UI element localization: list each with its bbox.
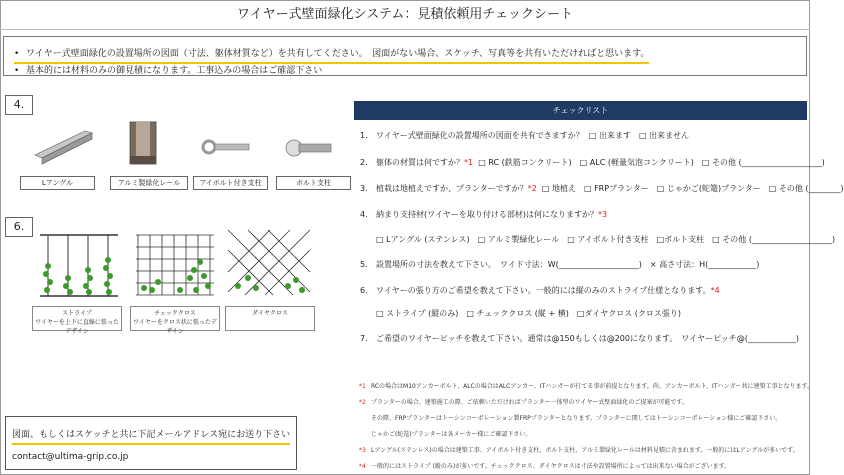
trellis-label-stripe: ストライプ ワイヤーを上下に直線に張ったデザイン — [32, 306, 122, 331]
section-6-number: 6. — [5, 217, 33, 237]
question-1-options[interactable]: □ 出来ます □ 出来ません — [588, 131, 690, 140]
question-1: 1. ワイヤー式壁面緑化の設置場所の図面を共有できますか？ □ 出来ます □ 出来ません — [360, 131, 690, 140]
question-3: 3. 植栽は地植えですか、プランターですか？*2 □ 地植え □ FRPプランター □ じゃかご(蛇篭)プランター □ その他 (________) — [360, 184, 844, 193]
note-1 — [14, 41, 796, 64]
question-4-options[interactable]: □ Lアングル (ステンレス) □ アルミ製緑化レール □ アイボルト付き支柱 □ボルト支柱 □ その他 (____________________) — [376, 235, 836, 244]
question-7-pitch-field[interactable]: ご希望のワイヤーピッチを教えて下さい。通常は@150もしくは@200になります。 ワイヤーピッチ@(____________) — [376, 334, 800, 343]
question-5-dimension-fields[interactable]: 設置場所の寸法を教えて下さい。 ワイド寸法：W(____________________) × 高さ寸法：H(____________) — [376, 260, 760, 269]
question-2: 2. 躯体の材質は何ですか？*1 □ RC (鉄筋コンクリート) □ ALC (軽量気泡コンクリート) □ その他 (____________________) — [360, 158, 825, 167]
contact-email[interactable]: contact@ultima-grip.co.jp — [12, 452, 129, 462]
product-label-aluminum-rail: アルミ製緑化レール — [110, 176, 188, 190]
footnote-1: *1 RCの場合はM10アンカーボルト、ALCの場合はALCアンカー、ITハンガーが打てる事が前提となります。尚、アンカーボルト、ITハンガー共に建築工事となります。 — [359, 383, 814, 390]
question-4: 4. 納まり支持材(ワイヤーを取り付ける部材)は何になりますか？*3 — [360, 210, 608, 219]
page-title: ワイヤー式壁面緑化システム：見積依頼用チェックシート — [0, 0, 810, 30]
product-label-eyebolt-post: アイボルト付き支柱 — [193, 176, 268, 190]
aluminum-rail-image — [124, 118, 164, 168]
eyebolt-post-image — [200, 135, 255, 159]
checklist-header: チェックリスト — [354, 101, 807, 120]
l-angle-image — [30, 125, 100, 165]
product-label-l-angle: Lアングル — [20, 176, 95, 190]
trellis-label-diamond-cross: ダイヤクロス — [225, 306, 315, 331]
question-5: 5. 設置場所の寸法を教えて下さい。 ワイド寸法：W(____________________) × 高さ寸法：H(____________) — [360, 260, 760, 269]
question-6-options[interactable]: □ ストライプ (縦のみ) □ チェッククロス (縦 + 横) □ダイヤクロス (クロス張り) — [376, 309, 682, 318]
section-4-number: 4. — [5, 95, 33, 115]
stripe-trellis-image — [38, 230, 120, 300]
note-line-2: • 基本的には材料のみの御見積になります。工事込みの場合はご確認下さい — [14, 66, 323, 76]
contact-instruction: 図面、もしくはスケッチと共に下記メールアドレス宛にお送り下さい — [12, 427, 290, 445]
footnote-2-cont-2: じゃかご(蛇篭)プランターは各メーカー様にご確認下さい。 — [371, 431, 532, 438]
footnote-2: *2 プランターの場合、建築施工の際、ご依頼いただければプランター一体型のワイヤー式壁面緑化のご提案が可能です。 — [359, 399, 688, 406]
footnote-3: *3 Lアングル(ステンレス)の場合は建築工事、アイボルト付き支柱、ボルト支柱、アルミ製緑化レールは材料見積に含まれます。一般的にはLアングルが多いです。 — [359, 447, 799, 454]
notes-box — [3, 36, 807, 76]
question-2-options[interactable]: □ RC (鉄筋コンクリート) □ ALC (軽量気泡コンクリート) □ その他 (____________________) — [478, 158, 825, 167]
diamond-cross-trellis-image — [228, 230, 310, 300]
question-3-options[interactable]: □ 地植え □ FRPプランター □ じゃかご(蛇篭)プランター □ その他 (________) — [541, 184, 844, 193]
product-label-bolt-post: ボルト支柱 — [276, 176, 351, 190]
note-line-1: • ワイヤー式壁面緑化の設置場所の図面（寸法、躯体材質など）を共有してください。 図面がない場合、スケッチ、写真等を共有いただければと思います。 — [14, 47, 649, 64]
check-cross-trellis-image — [134, 230, 216, 300]
question-6: 6. ワイヤーの張り方のご希望を教えて下さい。一般的には縦のみのストライプ仕様となります。*4 — [360, 286, 720, 295]
footnote-4: *4 一般的にはストライプ (縦のみ)が多いです。チェッククロス、ダイヤクロスは寸法や設置場所によっては出来ない場合がございます。 — [359, 463, 731, 470]
trellis-label-check-cross: チェッククロス ワイヤーをクロス状に張ったデザイン — [130, 306, 220, 331]
footnote-2-cont-1: その際、FRPプランターはトーシンコーポレーション製FRPプランターとなります。プランターに関してはトーシンコーポレーション様にご確認下さい。 — [371, 415, 782, 422]
question-7: 7. ご希望のワイヤーピッチを教えて下さい。通常は@150もしくは@200になります。 ワイヤーピッチ@(____________) — [360, 334, 800, 343]
contact-box — [5, 416, 297, 470]
bolt-post-image — [285, 135, 335, 161]
